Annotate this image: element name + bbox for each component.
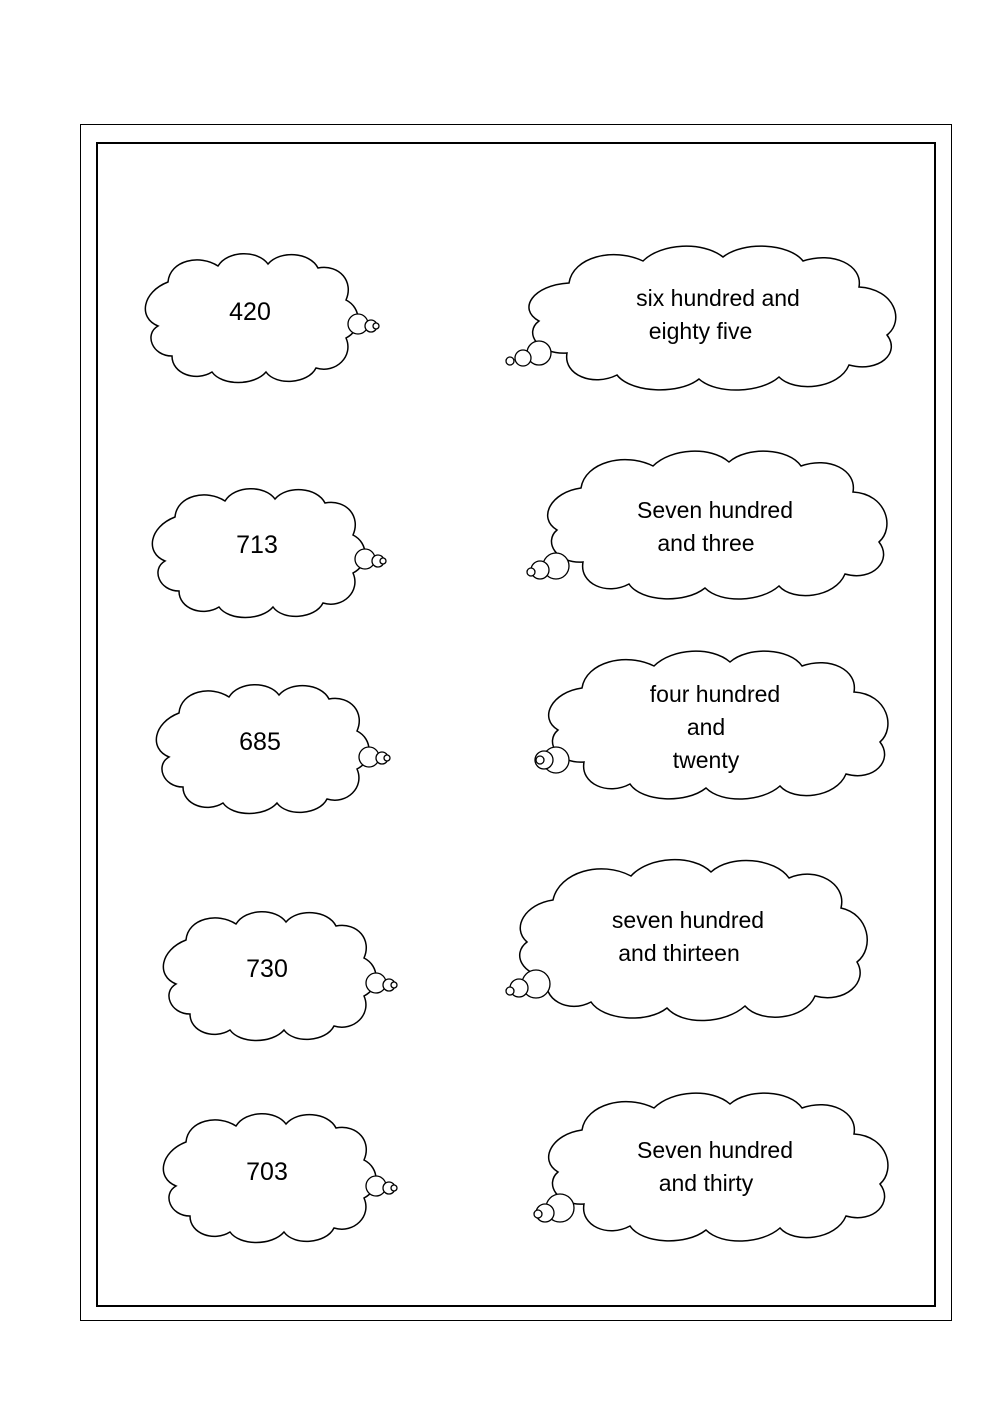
word-line: eighty five [648, 318, 753, 344]
number-label: 703 [246, 1158, 288, 1186]
number-cloud-4[interactable] [158, 910, 403, 1040]
word-line: seven hundred [611, 907, 765, 933]
number-cloud-5[interactable] [158, 1112, 403, 1242]
word-label [615, 494, 815, 560]
word-line: and thirteen [618, 940, 740, 966]
word-line: and [686, 714, 726, 740]
word-line: six hundred and [636, 285, 800, 311]
number-cloud-3[interactable] [151, 683, 396, 813]
word-label [618, 282, 818, 348]
number-label: 730 [246, 955, 288, 983]
number-label: 420 [229, 298, 271, 326]
word-line: four hundred [649, 681, 781, 707]
word-cloud-3[interactable] [530, 648, 895, 808]
word-cloud-4[interactable] [503, 856, 873, 1026]
word-cloud-2[interactable] [525, 448, 895, 608]
number-cloud-1[interactable] [140, 252, 385, 382]
number-label: 685 [239, 728, 281, 756]
word-label [615, 1134, 815, 1200]
word-label [615, 678, 815, 777]
word-label [588, 904, 788, 970]
word-line: Seven hundred [636, 1137, 793, 1163]
word-line: Seven hundred [636, 497, 793, 523]
number-cloud-2[interactable] [147, 487, 392, 617]
word-line: twenty [672, 747, 740, 773]
word-cloud-5[interactable] [530, 1090, 895, 1250]
word-cloud-1[interactable] [503, 243, 903, 393]
word-line: and thirty [658, 1170, 754, 1196]
number-label: 713 [236, 531, 278, 559]
word-line: and three [657, 530, 755, 556]
